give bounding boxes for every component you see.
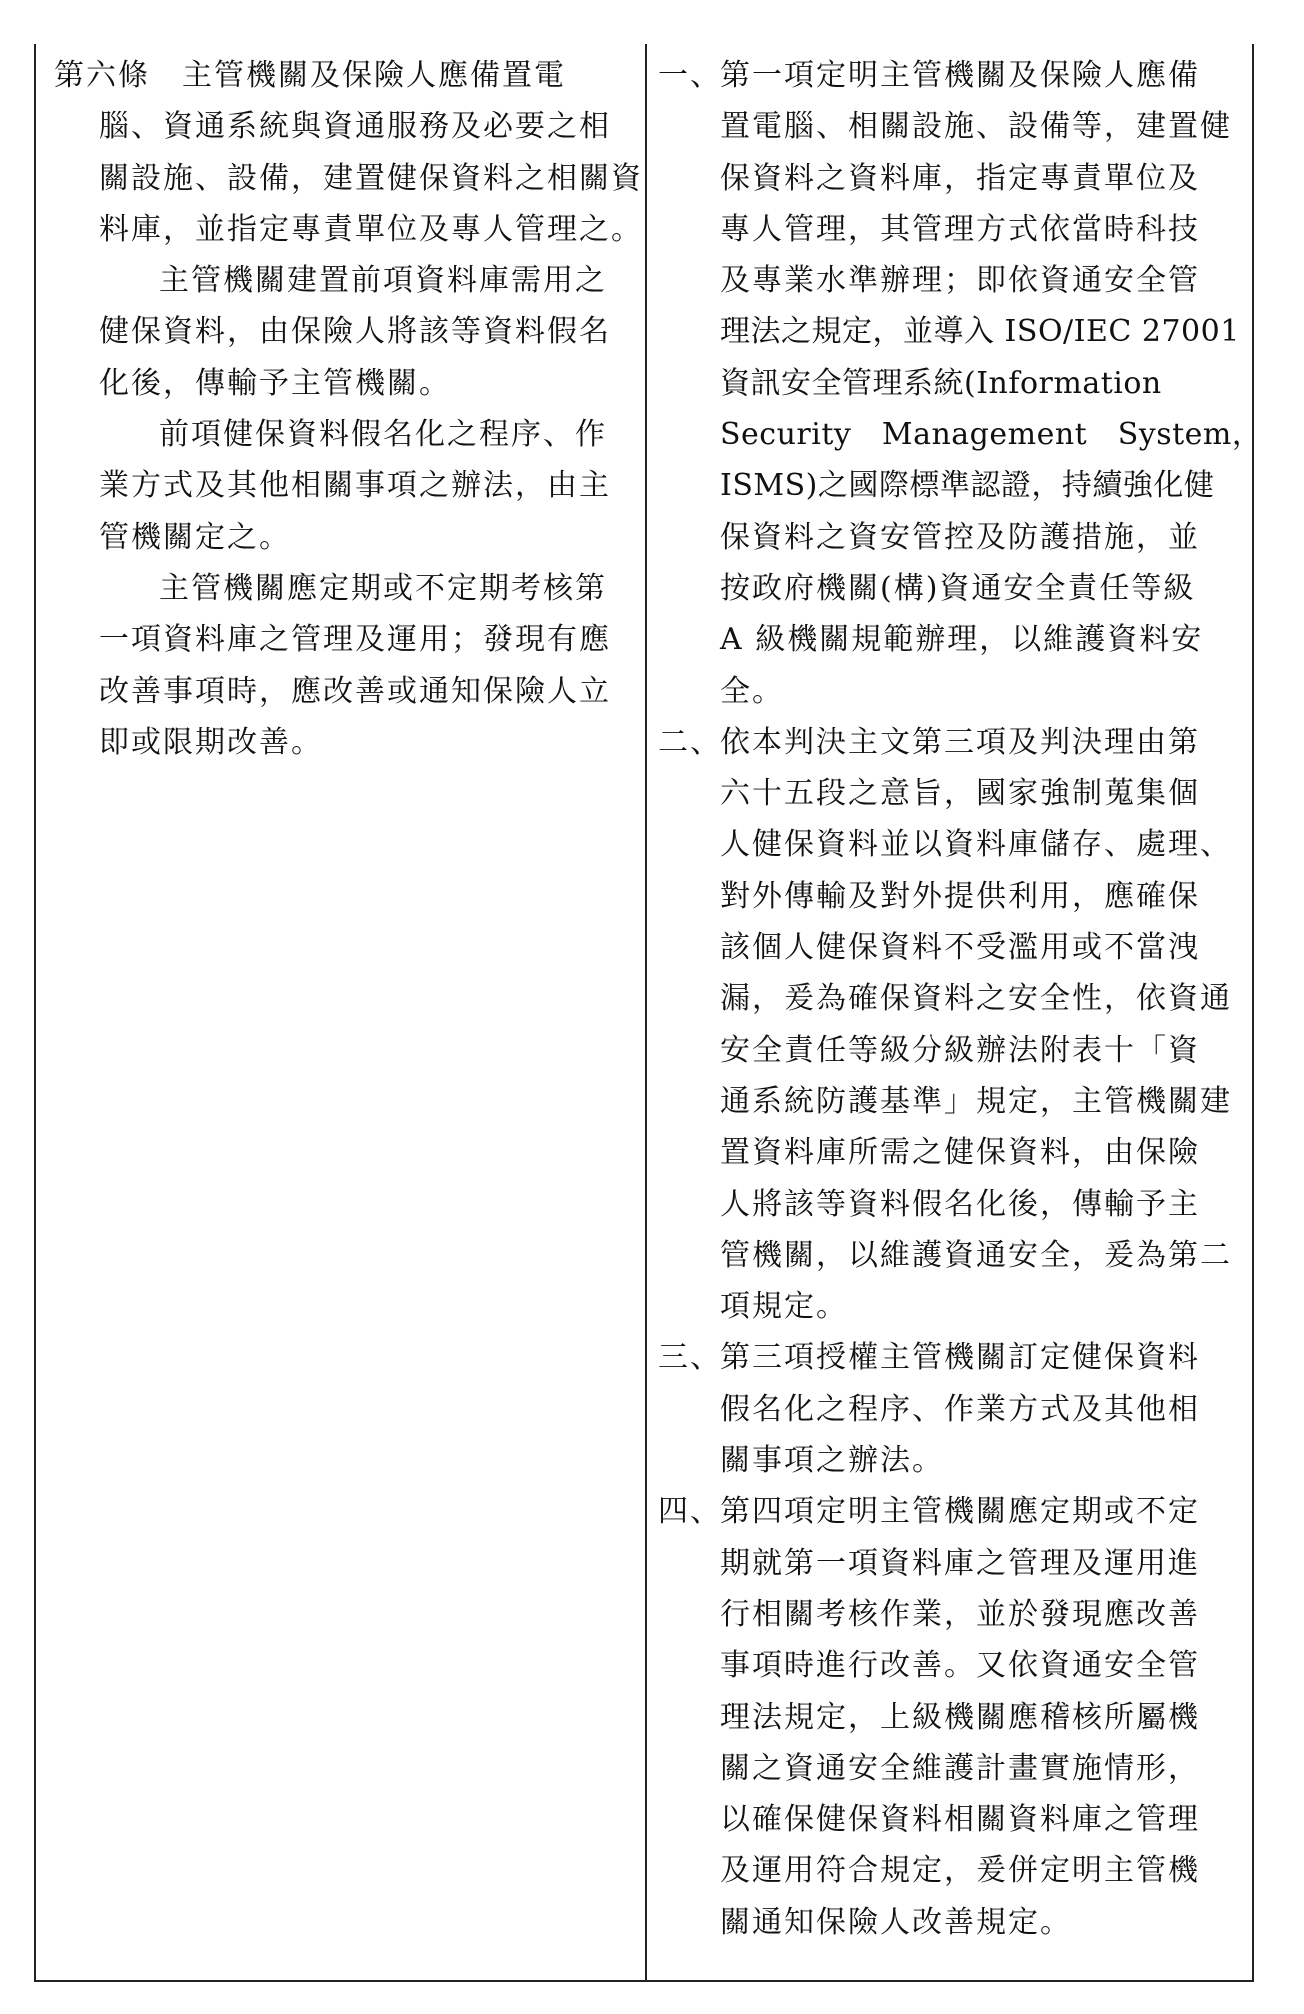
explanation-line: 通系統防護基準」規定，主管機關建 <box>720 1083 1232 1119</box>
explanation-line: 該個人健保資料不受濫用或不當洩 <box>720 930 1200 966</box>
explanation-line: 理法規定，上級機關應稽核所屬機 <box>720 1699 1200 1735</box>
article-line: 主管機關應定期或不定期考核第 <box>159 570 607 606</box>
explanation-line: A 級機關規範辦理，以維護資料安 <box>720 622 1204 658</box>
explanation-line: 第三項授權主管機關訂定健保資料 <box>720 1340 1200 1376</box>
article-line: 健保資料，由保險人將該等資料假名 <box>99 314 611 350</box>
explanation-line: 人將該等資料假名化後，傳輸予主 <box>720 1186 1200 1222</box>
explanation-line: 理法之規定，並導入 ISO/IEC 27001 <box>720 314 1240 350</box>
explanation-line: 第一項定明主管機關及保險人應備 <box>720 58 1200 93</box>
explanation-line: 專人管理，其管理方式依當時科技 <box>720 211 1200 247</box>
explanation-line: 漏，爰為確保資料之安全性，依資通 <box>720 981 1232 1017</box>
article-line: 化後，傳輸予主管機關。 <box>99 365 451 401</box>
explanation-item-3 <box>658 1332 1248 1383</box>
explanation-line: 按政府機關(構)資通安全責任等級 <box>720 570 1196 606</box>
explanation-line: 置電腦、相關設施、設備等，建置健 <box>720 109 1232 145</box>
explanation-line: 安全責任等級分級辦法附表十「資 <box>720 1032 1200 1068</box>
explanation-line: 人健保資料並以資料庫儲存、處理、 <box>720 827 1232 863</box>
explanation-line: 依本判決主文第三項及判決理由第 <box>720 724 1200 760</box>
explanation-line: ISMS)之國際標準認證，持續強化健 <box>720 468 1215 504</box>
explanation-line: 六十五段之意旨，國家強制蒐集個 <box>720 776 1200 812</box>
explanation-line: 管機關，以維護資通安全，爰為第二 <box>720 1237 1232 1273</box>
explanation-line: 期就第一項資料庫之管理及運用進 <box>720 1545 1200 1581</box>
explanation-item-2 <box>658 717 1248 768</box>
explanation-line: 關事項之辦法。 <box>720 1443 944 1479</box>
explanation-line: 項規定。 <box>720 1289 848 1325</box>
item-marker: 二、 <box>658 724 722 760</box>
explanation-line: 及運用符合規定，爰併定明主管機 <box>720 1853 1200 1889</box>
explanation-cell <box>658 50 1263 1948</box>
article-line: 第六條 主管機關及保險人應備置電 <box>54 58 566 93</box>
article-line: 前項健保資料假名化之程序、作 <box>159 417 607 453</box>
explanation-line: 關通知保險人改善規定。 <box>720 1904 1072 1940</box>
article-line: 即或限期改善。 <box>99 724 323 760</box>
explanation-line: 第四項定明主管機關應定期或不定 <box>720 1494 1200 1530</box>
item-marker: 四、 <box>658 1494 722 1530</box>
explanation-line: 關之資通安全維護計畫實施情形， <box>720 1750 1200 1786</box>
item-marker: 一、 <box>658 58 722 93</box>
article-line: 料庫，並指定專責單位及專人管理之。 <box>99 211 643 247</box>
article-line: 關設施、設備，建置健保資料之相關資 <box>99 160 643 196</box>
explanation-line: 事項時進行改善。又依資通安全管 <box>720 1648 1200 1684</box>
article-text-cell <box>54 50 643 768</box>
explanation-line: 置資料庫所需之健保資料，由保險 <box>720 1135 1200 1171</box>
explanation-line: 及專業水準辦理；即依資通安全管 <box>720 263 1200 299</box>
comparison-table <box>34 44 1263 1982</box>
explanation-line: 假名化之程序、作業方式及其他相 <box>720 1391 1200 1427</box>
article-line: 腦、資通系統與資通服務及必要之相 <box>99 109 611 145</box>
article-line: 主管機關建置前項資料庫需用之 <box>159 263 607 299</box>
explanation-line: 保資料之資料庫，指定專責單位及 <box>720 160 1200 196</box>
article-line: 一項資料庫之管理及運用；發現有應 <box>99 622 611 658</box>
explanation-line: 保資料之資安管控及防護措施，並 <box>720 519 1200 555</box>
explanation-line: 對外傳輸及對外提供利用，應確保 <box>720 878 1200 914</box>
item-marker: 三、 <box>658 1340 722 1376</box>
explanation-line: 全。 <box>720 673 784 709</box>
explanation-line: 以確保健保資料相關資料庫之管理 <box>720 1802 1200 1838</box>
article-line: 管機關定之。 <box>99 519 291 555</box>
column-divider <box>645 44 647 1980</box>
article-line: 改善事項時，應改善或通知保險人立 <box>99 673 611 709</box>
explanation-line: Security Management System， <box>720 417 1263 453</box>
explanation-line: 行相關考核作業，並於發現應改善 <box>720 1596 1200 1632</box>
explanation-item-4 <box>658 1486 1248 1537</box>
explanation-item-1 <box>658 50 1248 101</box>
article-line: 業方式及其他相關事項之辦法，由主 <box>99 468 611 504</box>
explanation-line: 資訊安全管理系統(Information <box>720 365 1162 401</box>
